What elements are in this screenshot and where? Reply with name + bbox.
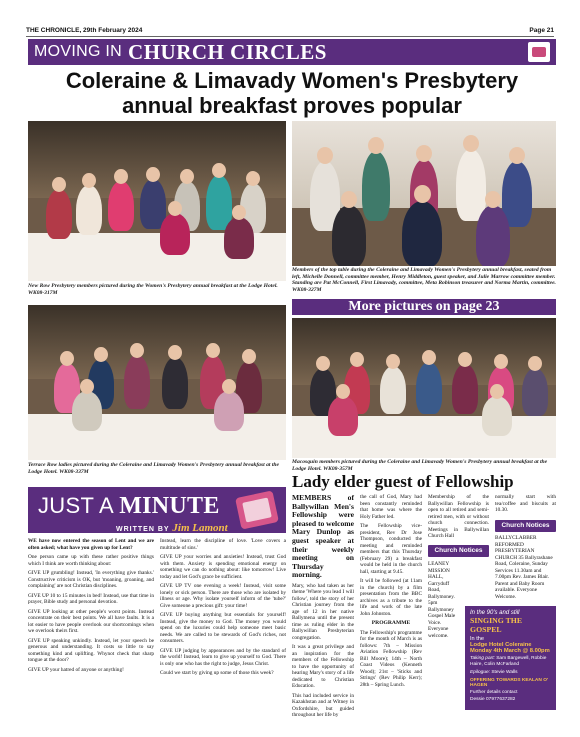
minute-paragraph: GIVE UP speaking unkindly. Instead, let your speech be generous and understanding. It costs so little to say something kind and uplifting. Whynot check that sharp tongue at the door? bbox=[28, 637, 154, 663]
minute-paragraph: GIVE UP 10 to 15 minutes in bed! Instead, use that time in prayer, Bible study and personal devotion. bbox=[28, 592, 154, 605]
fellowship-paragraph: Mary, who had taken as her theme 'Where you lead I will follow', told the story of her Christian journey from the age of 12 in her native Ballymena until the present time as ruling elder in the Ballywillan Presbyterian congregation. bbox=[292, 582, 354, 641]
advert-line: In the 90's and still bbox=[470, 610, 520, 616]
fellowship-paragraph: It was a great privilege and an inspiration for the members of the Fellowship to have the opportunity of hearing Mary's story of a life dedicated to Christian Education. bbox=[292, 644, 354, 690]
minute-paragraph: GIVE UP looking at other people's worst points. Instead concentrate on their best points. We all have faults. It is a lot easier to have people overlook our shortcomings when we overlook theirs first. bbox=[28, 608, 154, 634]
advert-date: Monday 4th March @ 8.00pm bbox=[470, 648, 550, 654]
fellowship-column-1 bbox=[292, 494, 354, 722]
bible-icon bbox=[235, 490, 279, 529]
more-pictures-banner: More pictures on page 23 bbox=[292, 299, 556, 315]
advert-venue: Lodge Hotel Coleraine bbox=[470, 642, 532, 648]
fellowship-paragraph: It will be followed (at 11am in the church) by a film presentation from the BBC archives as a tribute to the life and work of the late John Johnston. bbox=[360, 578, 422, 617]
minute-paragraph: GIVE UP your worries and anxieties! Instead, trust God with them. Anxiety is spending emotional energy on something we can do nothing about: like tomorrow! Live today and let God's grace be sufficient. bbox=[160, 554, 286, 580]
fellowship-column-4 bbox=[495, 494, 556, 517]
fellowship-paragraph: The Fellowship vice-president, Rev Dr Jose Thompson, conducted the meeting and reminded members that this Thursday (February 29) a breakfast would be held in the church hall, starting at 9.45. bbox=[360, 523, 422, 575]
value: Sam Bargewell, Robbie Haire, Colin McFarland bbox=[470, 656, 547, 667]
main-headline: Coleraine & Limavady Women's Presbytery annual breakfast proves popular bbox=[65, 68, 519, 118]
minute-paragraph: WE have now entered the season of Lent and we are often asked; what have you given up for Lent? bbox=[28, 538, 154, 551]
fellowship-column-3 bbox=[428, 494, 489, 543]
minute-paragraph: Instead, learn the discipline of love. 'Love covers a multitude of sins.' bbox=[160, 538, 286, 551]
photo-terrace-row bbox=[28, 305, 286, 460]
gospel-concert-advert bbox=[465, 606, 556, 710]
fellowship-paragraph: normally start with tea/coffee and biscuits at 10.30. bbox=[495, 494, 556, 513]
advert-title: SINGING THE GOSPEL bbox=[470, 616, 523, 634]
just-a-minute-banner bbox=[28, 487, 286, 533]
fellowship-subheading: PROGRAMME bbox=[371, 620, 411, 626]
advert-offering: OFFERING TOWARDS KEALAN O' HAGEN bbox=[470, 678, 549, 688]
label: Taking part: bbox=[470, 656, 495, 661]
author-name: Jim Lamont bbox=[172, 522, 228, 534]
byline bbox=[116, 522, 228, 534]
minute-paragraph: GIVE UP judging by appearances and by the standard of the world! Instead, learn to give up yourself to God. There is only one who has the right to judge, Jesus Christ. bbox=[160, 647, 286, 667]
fellowship-column-4b bbox=[495, 535, 556, 603]
just-a-minute-title bbox=[38, 493, 220, 520]
church-notice: BALLYCLABBER REFORMED PRESBYTERIAN CHURCH 35 Ballyrashane Road, Coleraine, Sunday Services 11.30am and 7.00pm Rev. James Blair. Parent and Baby Room available. Everyone Welcome. bbox=[495, 535, 553, 600]
church-notices-tag: Church Notices bbox=[428, 545, 489, 557]
minute-paragraph: GIVE UP your hatred of anyone or anything! bbox=[28, 666, 124, 673]
photo-new-row bbox=[28, 121, 286, 281]
minute-column-1 bbox=[28, 538, 154, 676]
advert-taking-part bbox=[470, 656, 551, 668]
minute-column-2 bbox=[160, 538, 286, 680]
advert-epilogue bbox=[470, 670, 551, 676]
fellowship-paragraph: This had included service in Kazakhstan and at Witney in Oxfordshire, but guided throughout her life by bbox=[292, 692, 354, 719]
publication-date: THE CHRONICLE, 29th February 2024 bbox=[26, 27, 143, 34]
photo-top-table bbox=[292, 121, 556, 266]
section-banner bbox=[28, 39, 556, 65]
minute-paragraph: One person came up with these rather positive things which I think are worth thinking about: bbox=[28, 554, 154, 567]
advert-contact-label: Further details contact bbox=[470, 690, 518, 695]
value: Stevie Walls bbox=[491, 670, 518, 675]
caption-top-table: Members of the top table during the Coleraine and Limavady Women's Presbytery annual breakfast, seated from left, Michelle Donnell, committee member, Henry Middleton, guest speaker, and Julie Marrow committee member. Standing are Pat McConnell, First Limavady, committee, Meta Robinson treasurer and Norma Martin, committee. WK08-327M bbox=[292, 267, 556, 293]
minute-paragraph: GIVE UP buying anything but essentials for yourself! Instead, give the money to God. The money you would spend on the luxuries could help someone meet basic needs. We are called to be stewards of God's riches, not consumers. bbox=[160, 612, 286, 644]
church-notice: LEANEY MISSION HALL, Garryduff Road, Ballymoney. 5pm Ballymoney Gospel Male Voice. Everyone welcome. bbox=[428, 561, 456, 639]
caption-macosquin: Macosquin members pictured during the Coleraine and Limavady Women's Presbytery annual breakfast at the Lodge Hotel. WK08-357M bbox=[292, 459, 548, 472]
advert-line: In the bbox=[470, 636, 484, 642]
photo-macosquin bbox=[292, 318, 556, 458]
fellowship-paragraph: MEMBERS of Ballywillan Men's Fellowship were pleased to welcome Mary Dunlop as guest speaker at their weekly meeting on Thursday morning. bbox=[292, 493, 354, 580]
caption-new-row: New Row Presbytery members pictured during the Women's Presbytery annual breakfast at the Lodge Hotel. WK08-317M bbox=[28, 283, 278, 296]
minute-paragraph: GIVE UP grumbling! Instead, 'In everything give thanks.' Constructive criticism is OK, but 'moaning, groaning, and complaining' are not Christian disciplines. bbox=[28, 570, 154, 589]
page-header bbox=[26, 27, 554, 37]
byline-prefix: WRITTEN BY bbox=[116, 526, 170, 533]
fellowship-headline: Lady elder guest of Fellowship bbox=[292, 472, 514, 491]
advert-contact: Dessie 07977637282 bbox=[470, 697, 516, 702]
page-number: Page 21 bbox=[529, 27, 554, 34]
banner-prefix: MOVING IN bbox=[34, 43, 123, 60]
minute-paragraph: GIVE UP TV one evening a week! Instead, visit some lonely or sick person. There are those who are isolated by illness or age. Why isolate yourself inform of the 'tube?' Give someone a precious gift: your time! bbox=[160, 583, 286, 609]
fellowship-paragraph: The Fellowship's programme for the month of March is as follows: 7th – Mission Aviation Fellowship (Rev Bill Moore); 14th – North Coast Videos (Kenneth Wood); 21st – 'Sticks and Strings' (Rev Philip Kerr); 28th – Spring Lunch. bbox=[360, 629, 422, 688]
minute-paragraph: Could we start by giving up some of those this week? bbox=[160, 670, 274, 676]
caption-terrace-row: Terrace Row ladies pictured during the Coleraine and Limavady Women's Presbytery annual breakfast at the Lodge Hotel. WK08-337M bbox=[28, 462, 279, 475]
title-word: MINUTE bbox=[119, 493, 220, 519]
fellowship-paragraph: Membership of the Ballywillan Fellowship is open to all retired and semi-retired men, with or without church connection. Meetings in Ballywillan Church Hall bbox=[428, 494, 489, 539]
fellowship-paragraph: the call of God, Mary had been constantly reminded that home was where the Holy Father led. bbox=[360, 494, 422, 520]
label: Epilogue: bbox=[470, 670, 491, 675]
title-prefix: JUST A bbox=[38, 493, 113, 518]
fellowship-column-3b bbox=[428, 561, 462, 642]
fellowship-column-2 bbox=[360, 494, 422, 691]
church-page-icon bbox=[528, 42, 550, 62]
banner-title: CHURCH CIRCLES bbox=[128, 39, 327, 64]
church-notices-tag: Church Notices bbox=[495, 520, 556, 532]
